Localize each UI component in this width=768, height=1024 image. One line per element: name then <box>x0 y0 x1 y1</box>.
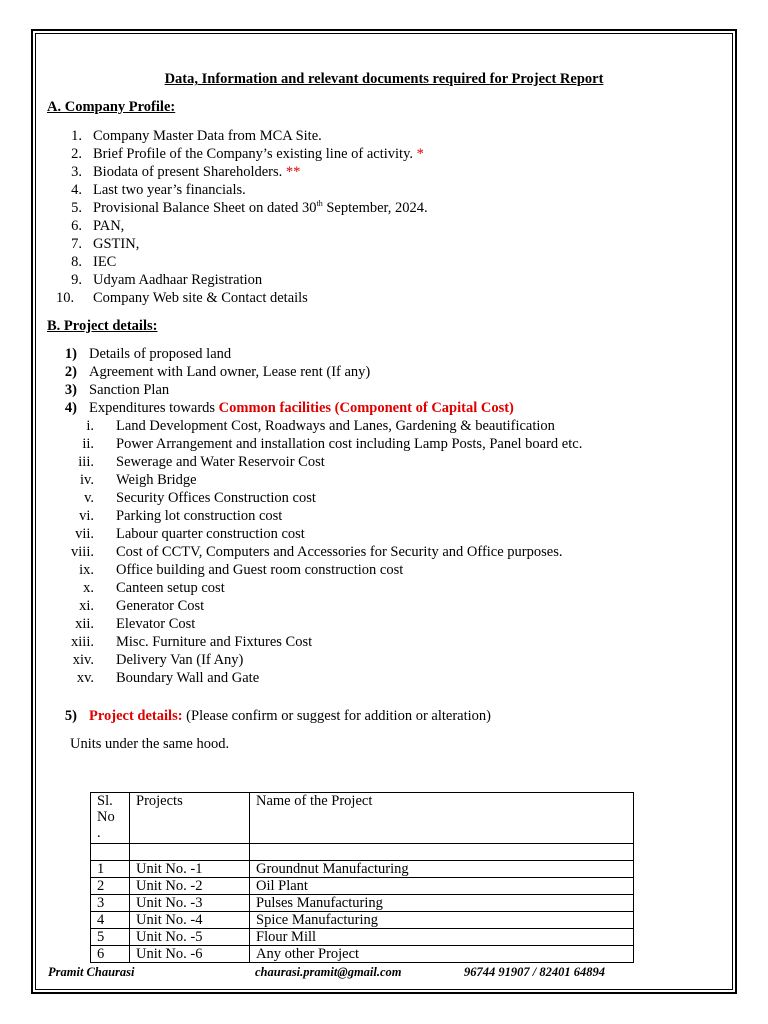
table-row: 3 Unit No. -3 Pulses Manufacturing <box>91 895 634 912</box>
footer-email[interactable]: chaurasi.pramit@gmail.com <box>255 965 402 979</box>
footer-phones: 96744 91907 / 82401 64894 <box>464 965 605 979</box>
header-project-name: Name of the Project <box>250 793 634 844</box>
project-details-label: Project details: <box>89 708 183 724</box>
footer-name: Pramit Chaurasi <box>48 965 135 979</box>
units-table <box>90 792 634 963</box>
table-row: 6 Unit No. -6 Any other Project <box>91 946 634 963</box>
section-a-heading: A. Company Profile: <box>47 99 176 115</box>
units-note: Units under the same hood. <box>70 736 230 752</box>
table-spacer-row <box>91 844 634 861</box>
asterisk-mark: * <box>416 146 424 162</box>
header-projects: Projects <box>130 793 250 844</box>
table-header-row <box>91 793 634 844</box>
table-row: 5 Unit No. -5 Flour Mill <box>91 929 634 946</box>
table-row: 2 Unit No. -2 Oil Plant <box>91 878 634 895</box>
header-sl-no: Sl. No . <box>91 793 130 844</box>
asterisk-mark: ** <box>285 164 301 180</box>
table-row: 4 Unit No. -4 Spice Manufacturing <box>91 912 634 929</box>
section-b-heading: B. Project details: <box>47 318 158 334</box>
table-row: 1 Unit No. -1 Groundnut Manufacturing <box>91 861 634 878</box>
document-title: Data, Information and relevant documents required for Project Report <box>164 71 604 87</box>
common-facilities-highlight: Common facilities (Component of Capital Cost) <box>218 400 514 416</box>
